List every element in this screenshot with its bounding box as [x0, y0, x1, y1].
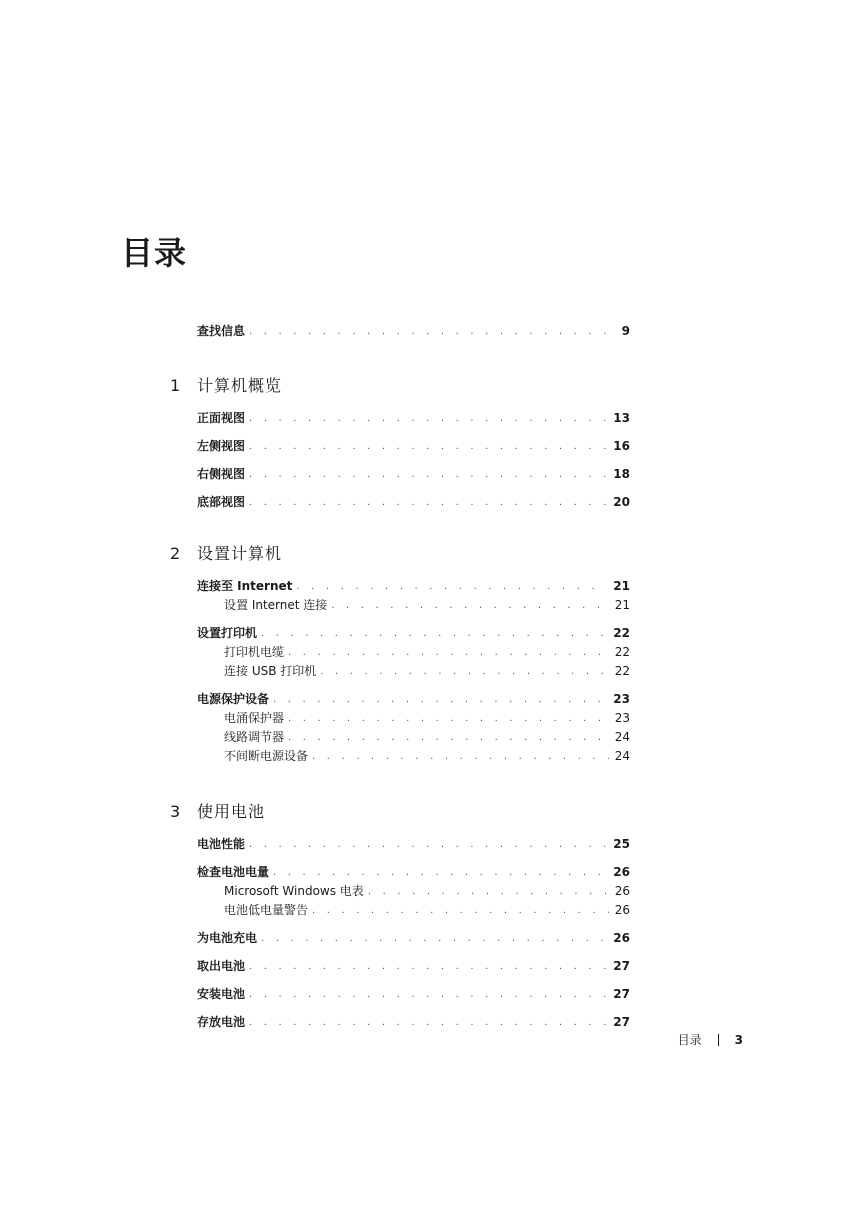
toc-subentry[interactable] — [197, 662, 630, 681]
toc-entry[interactable] — [197, 493, 630, 512]
toc-entry[interactable] — [197, 409, 630, 428]
toc-entry-page: 20 — [613, 495, 630, 509]
toc-entry-page: 13 — [613, 411, 630, 425]
toc-entry-label: 检查电池电量 — [197, 865, 270, 879]
toc-entry[interactable] — [197, 465, 630, 484]
toc-entry[interactable] — [197, 690, 630, 709]
footer-label: 目录 — [677, 1033, 702, 1047]
chapter-2 — [170, 541, 630, 775]
dot-leader — [273, 863, 607, 882]
toc-entry[interactable] — [197, 985, 630, 1004]
dot-leader — [249, 493, 607, 512]
chapter-heading[interactable] — [170, 799, 630, 825]
chapter-number: 2 — [170, 544, 181, 563]
toc-entry-page: 18 — [613, 467, 630, 481]
chapter-3 — [170, 799, 630, 1041]
dot-leader — [261, 624, 607, 643]
toc-subentry-label: 电涌保护器 — [224, 711, 285, 725]
dot-leader — [261, 929, 607, 948]
dot-leader — [249, 835, 607, 854]
dot-leader — [331, 596, 608, 615]
toc-entry[interactable] — [197, 835, 630, 854]
dot-leader — [249, 465, 607, 484]
toc-subentry[interactable] — [197, 709, 630, 728]
dot-leader — [249, 409, 607, 428]
toc-subentry-label: 线路调节器 — [224, 730, 285, 744]
toc-subentry-page: 22 — [614, 645, 630, 659]
toc-entry-page: 22 — [613, 626, 630, 640]
toc-entry-label: 为电池充电 — [197, 931, 258, 945]
toc-entry-label: 右侧视图 — [197, 467, 246, 481]
dot-leader — [249, 437, 607, 456]
chapter-title: 使用电池 — [197, 802, 266, 821]
toc-subentry[interactable] — [197, 728, 630, 747]
toc-subentry-page: 22 — [614, 664, 630, 678]
toc-subentry-page: 26 — [614, 884, 630, 898]
dot-leader — [312, 747, 609, 766]
dot-leader — [249, 1013, 607, 1032]
toc-entry-label: 电源保护设备 — [197, 692, 270, 706]
dot-leader — [368, 882, 609, 901]
dot-leader — [288, 709, 609, 728]
toc-entry[interactable] — [197, 577, 630, 596]
dot-leader — [288, 643, 609, 662]
chapter-1 — [170, 373, 630, 521]
toc-intro — [197, 322, 630, 341]
toc-subentry[interactable] — [197, 901, 630, 920]
page-number: 3 — [734, 1032, 743, 1047]
toc-entry-page: 27 — [613, 959, 630, 973]
toc-subentry-page: 23 — [614, 711, 630, 725]
dot-leader — [288, 728, 609, 747]
chapter-heading[interactable] — [170, 541, 630, 567]
toc-subentry-label: 电池低电量警告 — [224, 903, 309, 917]
toc-entry-page: 25 — [613, 837, 630, 851]
toc-entry-page: 26 — [613, 865, 630, 879]
toc-subentry[interactable] — [197, 747, 630, 766]
toc-entry-label: 设置打印机 — [197, 626, 258, 640]
toc-entry-label: 正面视图 — [197, 411, 246, 425]
toc-entry[interactable] — [197, 929, 630, 948]
toc-subentry[interactable] — [197, 643, 630, 662]
dot-leader — [312, 901, 609, 920]
toc-subentry-page: 24 — [614, 749, 630, 763]
toc-entry[interactable] — [197, 1013, 630, 1032]
toc-entry-label: 底部视图 — [197, 495, 246, 509]
toc-subentry-label: 不间断电源设备 — [224, 749, 309, 763]
dot-leader — [249, 985, 607, 1004]
toc-subentry-page: 24 — [614, 730, 630, 744]
toc-entry-label: 连接至 Internet — [197, 579, 293, 593]
toc-entry[interactable] — [197, 322, 630, 341]
dot-leader — [249, 322, 614, 341]
chapter-heading[interactable] — [170, 373, 630, 399]
toc-entry[interactable] — [197, 863, 630, 882]
toc-entry-label: 查找信息 — [197, 324, 246, 338]
toc-entry[interactable] — [197, 624, 630, 643]
toc-entry-label: 电池性能 — [197, 837, 246, 851]
page-title: 目录 — [121, 234, 188, 272]
toc-entry-page: 23 — [613, 692, 630, 706]
toc-entry[interactable] — [197, 957, 630, 976]
toc-entry-page: 21 — [613, 579, 630, 593]
toc-subentry-page: 26 — [614, 903, 630, 917]
toc-entry-page: 16 — [613, 439, 630, 453]
toc-subentry-label: Microsoft Windows 电表 — [224, 884, 364, 898]
toc-subentry-label: 设置 Internet 连接 — [224, 598, 328, 612]
toc-entry-page: 26 — [613, 931, 630, 945]
toc-entry-page: 27 — [613, 1015, 630, 1029]
chapter-number: 1 — [170, 376, 181, 395]
toc-subentry-page: 21 — [614, 598, 630, 612]
toc-entry-label: 左侧视图 — [197, 439, 246, 453]
chapter-number: 3 — [170, 802, 181, 821]
chapter-title: 设置计算机 — [197, 544, 283, 563]
toc-entry-label: 取出电池 — [197, 959, 246, 973]
toc-entry-label: 安装电池 — [197, 987, 246, 1001]
dot-leader — [296, 577, 607, 596]
page-footer — [678, 1031, 743, 1048]
toc-entry[interactable] — [197, 437, 630, 456]
footer-divider — [718, 1034, 719, 1046]
toc-subentry-label: 连接 USB 打印机 — [224, 664, 317, 678]
chapter-title: 计算机概览 — [197, 376, 283, 395]
dot-leader — [273, 690, 607, 709]
dot-leader — [249, 957, 607, 976]
toc-subentry[interactable] — [197, 882, 630, 901]
toc-entry-label: 存放电池 — [197, 1015, 246, 1029]
toc-subentry-label: 打印机电缆 — [224, 645, 285, 659]
toc-entry-page: 9 — [621, 324, 630, 338]
toc-subentry[interactable] — [197, 596, 630, 615]
dot-leader — [320, 662, 608, 681]
toc-entry-page: 27 — [613, 987, 630, 1001]
